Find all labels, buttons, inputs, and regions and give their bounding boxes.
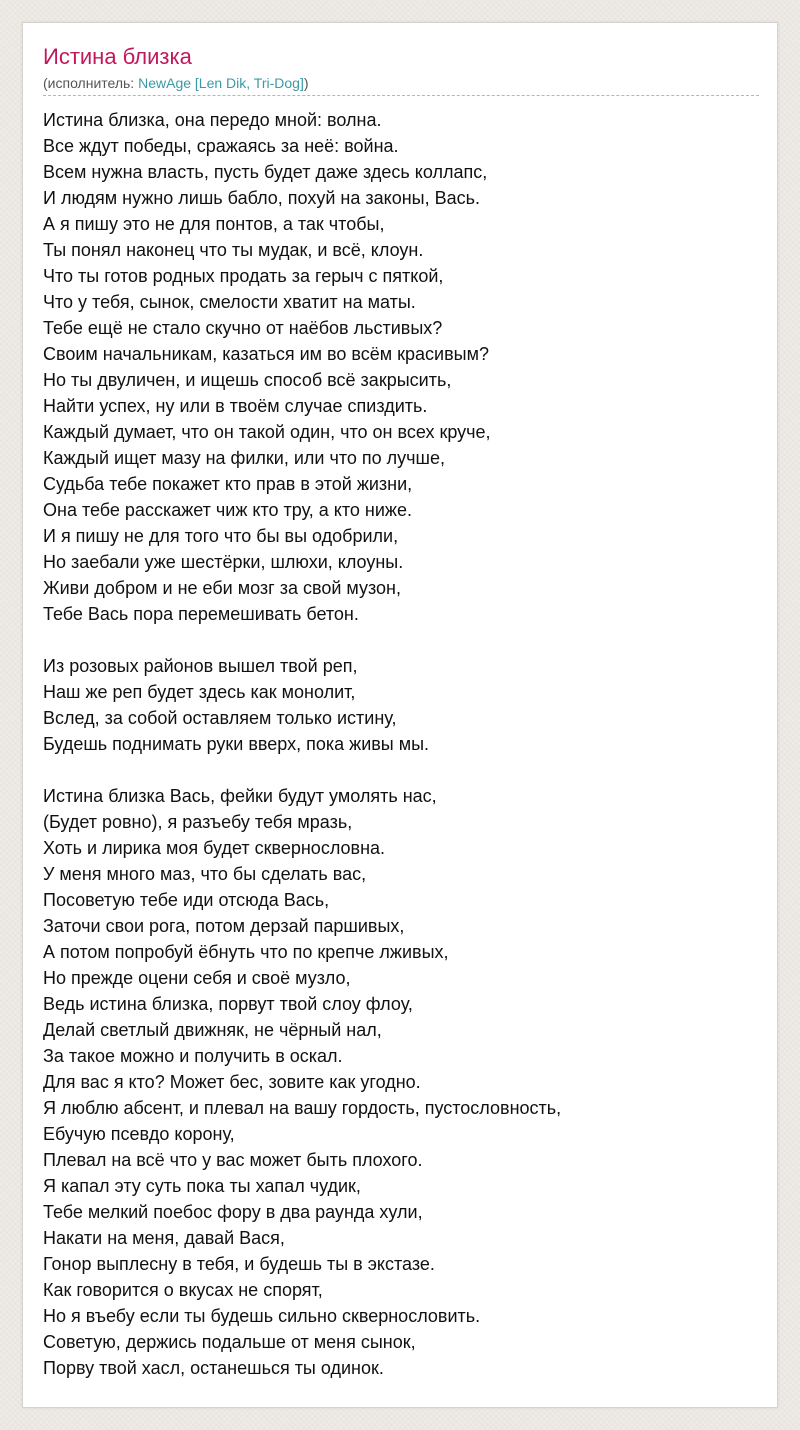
lyric-line: А потом попробуй ёбнуть что по крепче лживых, [43, 942, 449, 962]
lyric-line: Судьба тебе покажет кто прав в этой жизни, [43, 474, 413, 494]
lyrics-body [43, 107, 759, 1381]
lyric-line: Тебе Вась пора перемешивать бетон. [43, 604, 359, 624]
artist-prefix: (исполнитель: [43, 75, 139, 91]
lyric-line: (Будет ровно), я разъебу тебя мразь, [43, 812, 353, 832]
lyric-line: Но заебали уже шестёрки, шлюхи, клоуны. [43, 552, 404, 572]
lyric-line: Своим начальникам, казаться им во всём красивым? [43, 344, 489, 364]
lyric-line: Она тебе расскажет чиж кто тру, а кто ниже. [43, 500, 412, 520]
lyric-line: Что ты готов родных продать за герыч с пяткой, [43, 266, 444, 286]
lyric-line: Порву твой хасл, останешься ты одинок. [43, 1358, 384, 1378]
lyric-line: Плевал на всё что у вас может быть плохого. [43, 1150, 423, 1170]
lyric-line: Ебучую псевдо корону, [43, 1124, 235, 1144]
lyric-line: Из розовых районов вышел твой реп, [43, 656, 358, 676]
lyric-line: Гонор выплесну в тебя, и будешь ты в экстазе. [43, 1254, 435, 1274]
lyric-line: У меня много маз, что бы сделать вас, [43, 864, 367, 884]
artist-link-newage[interactable]: NewAge [138, 75, 192, 91]
lyric-line: Но прежде оцени себя и своё музло, [43, 968, 351, 988]
artist-suffix: ) [303, 75, 309, 91]
song-title: Истина близка [43, 44, 192, 69]
artist-line [43, 73, 759, 96]
lyric-line: Истина близка Вась, фейки будут умолять нас, [43, 786, 437, 806]
lyric-line: Делай светлый движняк, не чёрный нал, [43, 1020, 382, 1040]
stanza-break [43, 627, 759, 653]
lyric-line: Каждый ищет мазу на филки, или что по лучше, [43, 448, 445, 468]
song-header [43, 43, 759, 96]
lyric-line: И я пишу не для того что бы вы одобрили, [43, 526, 399, 546]
lyric-line: Хоть и лирика моя будет сквернословна. [43, 838, 386, 858]
stanza-break [43, 757, 759, 783]
lyric-line: Для вас я кто? Может бес, зовите как угодно. [43, 1072, 421, 1092]
lyric-line: Ты понял наконец что ты мудак, и всё, клоун. [43, 240, 424, 260]
lyric-line: Ведь истина близка, порвут твой слоу флоу, [43, 994, 413, 1014]
lyric-line: Накати на меня, давай Вася, [43, 1228, 285, 1248]
lyric-line: Как говорится о вкусах не спорят, [43, 1280, 323, 1300]
lyric-line: Каждый думает, что он такой один, что он всех круче, [43, 422, 491, 442]
lyric-line: Наш же реп будет здесь как монолит, [43, 682, 356, 702]
lyric-line: Все ждут победы, сражаясь за неё: война. [43, 136, 399, 156]
lyric-line: Найти успех, ну или в твоём случае спиздить. [43, 396, 428, 416]
lyric-line: Заточи свои рога, потом дерзай паршивых, [43, 916, 405, 936]
lyric-line: Что у тебя, сынок, смелости хватит на маты. [43, 292, 416, 312]
lyric-line: Тебе ещё не стало скучно от наёбов льстивых? [43, 318, 443, 338]
lyric-line: Но ты двуличен, и ищешь способ всё закрысить, [43, 370, 452, 390]
content-card [22, 22, 778, 1408]
lyric-line: Советую, держись подальше от меня сынок, [43, 1332, 416, 1352]
lyric-line: Вслед, за собой оставляем только истину, [43, 708, 397, 728]
lyric-line: И людям нужно лишь бабло, похуй на законы, Вась. [43, 188, 481, 208]
lyric-line: Посоветую тебе иди отсюда Вась, [43, 890, 330, 910]
lyric-line: Истина близка, она передо мной: волна. [43, 110, 382, 130]
lyric-line: Я капал эту суть пока ты хапал чудик, [43, 1176, 361, 1196]
lyric-line: За такое можно и получить в оскал. [43, 1046, 343, 1066]
lyric-line: Но я въебу если ты будешь сильно сквернословить. [43, 1306, 481, 1326]
lyric-line: Живи добром и не еби мозг за свой музон, [43, 578, 401, 598]
lyric-line: Всем нужна власть, пусть будет даже здесь коллапс, [43, 162, 488, 182]
lyric-line: Будешь поднимать руки вверх, пока живы мы. [43, 734, 430, 754]
lyric-line: А я пишу это не для понтов, а так чтобы, [43, 214, 385, 234]
lyric-line: Тебе мелкий поебос фору в два раунда хули, [43, 1202, 423, 1222]
artist-link-featuring[interactable]: [Len Dik, Tri-Dog] [194, 75, 304, 91]
lyric-line: Я люблю абсент, и плевал на вашу гордость, пустословность, [43, 1098, 562, 1118]
